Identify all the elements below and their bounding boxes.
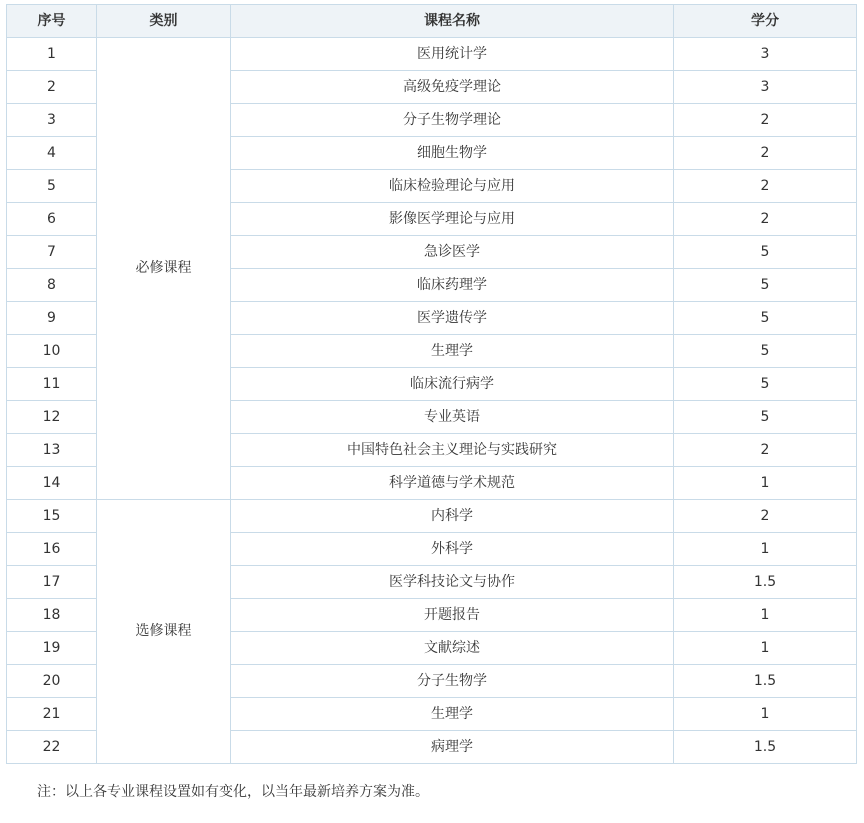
cell-credit: 1: [674, 467, 857, 500]
cell-no: 12: [7, 401, 97, 434]
header-category: 类别: [97, 5, 231, 38]
cell-course-name: 临床流行病学: [231, 368, 674, 401]
cell-credit: 1: [674, 698, 857, 731]
cell-credit: 1: [674, 632, 857, 665]
cell-course-name: 内科学: [231, 500, 674, 533]
course-table: [6, 4, 857, 764]
cell-course-name: 分子生物学: [231, 665, 674, 698]
cell-credit: 2: [674, 203, 857, 236]
cell-no: 7: [7, 236, 97, 269]
cell-no: 21: [7, 698, 97, 731]
cell-credit: 1.5: [674, 731, 857, 764]
cell-credit: 1.5: [674, 665, 857, 698]
cell-course-name: 病理学: [231, 731, 674, 764]
cell-credit: 2: [674, 104, 857, 137]
cell-credit: 2: [674, 137, 857, 170]
footnote: 注：以上各专业课程设置如有变化，以当年最新培养方案为准。: [37, 784, 429, 800]
cell-no: 4: [7, 137, 97, 170]
table-row: [7, 500, 857, 533]
cell-course-name: 科学道德与学术规范: [231, 467, 674, 500]
cell-no: 22: [7, 731, 97, 764]
cell-no: 5: [7, 170, 97, 203]
cell-no: 10: [7, 335, 97, 368]
cell-course-name: 开题报告: [231, 599, 674, 632]
cell-credit: 2: [674, 500, 857, 533]
cell-credit: 1: [674, 533, 857, 566]
cell-credit: 5: [674, 269, 857, 302]
cell-course-name: 分子生物学理论: [231, 104, 674, 137]
cell-no: 16: [7, 533, 97, 566]
cell-no: 18: [7, 599, 97, 632]
cell-credit: 1: [674, 599, 857, 632]
cell-credit: 3: [674, 71, 857, 104]
cell-course-name: 细胞生物学: [231, 137, 674, 170]
cell-no: 11: [7, 368, 97, 401]
cell-course-name: 生理学: [231, 335, 674, 368]
table-header-row: [7, 5, 857, 38]
cell-credit: 3: [674, 38, 857, 71]
cell-no: 9: [7, 302, 97, 335]
cell-no: 6: [7, 203, 97, 236]
cell-no: 19: [7, 632, 97, 665]
cell-credit: 5: [674, 335, 857, 368]
cell-no: 1: [7, 38, 97, 71]
header-no: 序号: [7, 5, 97, 38]
cell-course-name: 医学遗传学: [231, 302, 674, 335]
cell-course-name: 医学科技论文与协作: [231, 566, 674, 599]
cell-no: 3: [7, 104, 97, 137]
header-credit: 学分: [674, 5, 857, 38]
cell-course-name: 外科学: [231, 533, 674, 566]
cell-course-name: 急诊医学: [231, 236, 674, 269]
cell-credit: 1.5: [674, 566, 857, 599]
table-row: [7, 38, 857, 71]
cell-no: 20: [7, 665, 97, 698]
cell-credit: 5: [674, 302, 857, 335]
cell-no: 14: [7, 467, 97, 500]
cell-credit: 2: [674, 434, 857, 467]
cell-no: 13: [7, 434, 97, 467]
cell-no: 15: [7, 500, 97, 533]
cell-no: 2: [7, 71, 97, 104]
cell-no: 17: [7, 566, 97, 599]
cell-course-name: 临床检验理论与应用: [231, 170, 674, 203]
cell-course-name: 生理学: [231, 698, 674, 731]
cell-category: 选修课程: [97, 500, 231, 764]
cell-course-name: 高级免疫学理论: [231, 71, 674, 104]
cell-credit: 5: [674, 236, 857, 269]
cell-course-name: 文献综述: [231, 632, 674, 665]
cell-credit: 5: [674, 368, 857, 401]
cell-course-name: 影像医学理论与应用: [231, 203, 674, 236]
cell-category: 必修课程: [97, 38, 231, 500]
cell-credit: 2: [674, 170, 857, 203]
cell-course-name: 专业英语: [231, 401, 674, 434]
cell-course-name: 医用统计学: [231, 38, 674, 71]
header-course-name: 课程名称: [231, 5, 674, 38]
table-body: [7, 38, 857, 764]
cell-course-name: 中国特色社会主义理论与实践研究: [231, 434, 674, 467]
cell-no: 8: [7, 269, 97, 302]
cell-course-name: 临床药理学: [231, 269, 674, 302]
cell-credit: 5: [674, 401, 857, 434]
